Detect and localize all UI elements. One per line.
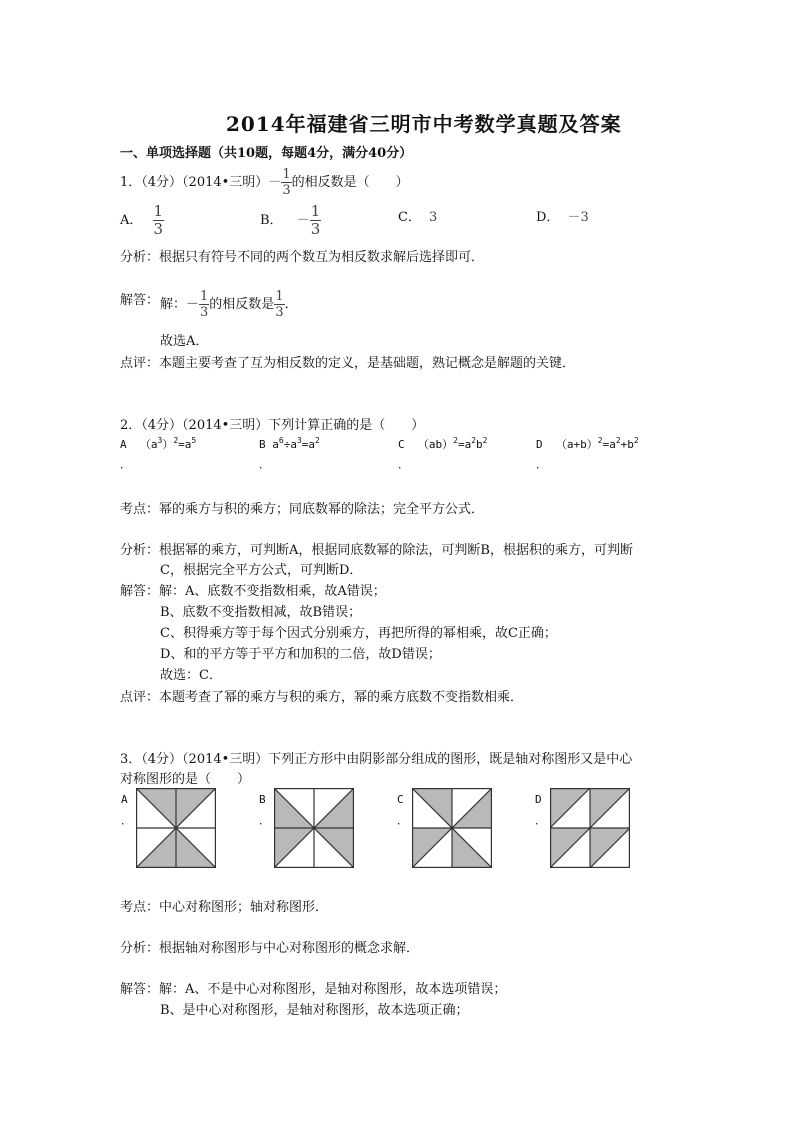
q1-option-c: C． 3	[398, 210, 438, 225]
q3-answer-2: B、是中心对称图形，是轴对称图形，故本选项正确；	[160, 1003, 469, 1018]
q2-comment: 点评：本题考查了幂的乘方与积的乘方，幂的乘方底数不变指数相乘．	[120, 690, 524, 705]
q1-answer: 解：－ $\frac{1}{3}$ 的相反数是 $\frac{1}{3}$ ．	[160, 289, 298, 320]
q3-analysis: 分析：根据轴对称图形与中心对称图形的概念求解．	[120, 941, 420, 956]
q1-fraction: $\frac{1}{3}$	[282, 167, 291, 198]
q2-answer-2: B、底数不变指数相减，故B错误；	[160, 605, 362, 620]
q1-stem-prefix: 1．（4分）（2014•三明）	[120, 175, 269, 190]
q2-answer-3: C、积得乘方等于每个因式分别乘方，再把所得的幂相乘，故C正确；	[160, 626, 557, 641]
q1-answer-label: 解答：	[120, 293, 160, 308]
q2-dot-d: ．	[536, 458, 547, 471]
q2-analysis-1: 分析：根据幂的乘方，可判断A，根据同底数幂的除法，可判断B，根据积的乘方，可判断	[120, 543, 633, 558]
q3-dot-a: ．	[121, 814, 132, 827]
q3-label-a: A	[121, 793, 128, 806]
figure-a	[136, 788, 216, 868]
q3-dot-d: ．	[535, 814, 546, 827]
q1-comment: 点评：本题主要考查了互为相反数的定义，是基础题，熟记概念是解题的关键．	[120, 356, 576, 371]
q3-label-d: D	[535, 793, 542, 806]
figure-c	[412, 788, 492, 868]
q1-option-b: B． － $\frac{1}{3}$	[260, 202, 321, 238]
q2-answer-5: 故选：C．	[160, 668, 222, 683]
q1-analysis: 分析：根据只有符号不同的两个数互为相反数求解后选择即可．	[120, 250, 485, 265]
q1-choice: 故选A．	[160, 334, 209, 349]
q2-option-b: B $a^6\div a^3=a^2$	[259, 436, 320, 451]
q2-dot-b: ．	[259, 458, 270, 471]
figure-b	[274, 788, 354, 868]
q3-kaodian: 考点：中心对称图形；轴对称图形．	[120, 900, 329, 915]
q3-label-b: B	[259, 793, 266, 806]
q2-analysis-2: C，根据完全平方公式，可判断D．	[160, 563, 363, 578]
q3-stem-2: 对称图形的是（ ）	[120, 772, 251, 787]
q2-option-a: A $(a^3)^2=a^5$	[120, 436, 197, 451]
q1-minus: －	[268, 175, 282, 190]
q2-stem: 2．（4分）（2014•三明）下列计算正确的是（ ）	[120, 418, 425, 433]
q1-option-a: A． $\frac{1}{3}$	[120, 202, 164, 238]
q1-stem-suffix: 的相反数是（ ）	[291, 175, 409, 190]
q2-answer-1: 解答：解：A、底数不变指数相乘，故A错误；	[120, 584, 386, 599]
q1-stem	[120, 168, 409, 197]
q3-label-c: C	[397, 793, 404, 806]
q3-stem-1: 3．（4分）（2014•三明）下列正方形中由阴影部分组成的图形，既是轴对称图形又是中心	[120, 752, 633, 767]
q3-answer-1: 解答：解：A、不是中心对称图形，是轴对称图形，故本选项错误；	[120, 982, 507, 997]
q2-answer-4: D、和的平方等于平方和加积的二倍，故D错误；	[160, 647, 441, 662]
q2-kaodian: 考点：幂的乘方与积的乘方；同底数幂的除法；完全平方公式．	[120, 502, 485, 517]
q2-dot-a: ．	[120, 458, 131, 471]
q2-option-c: C $(ab)^2=a^2b^2$	[398, 436, 488, 451]
q3-dot-b: ．	[259, 814, 270, 827]
figure-d	[550, 788, 630, 868]
page-title: 2014年福建省三明市中考数学真题及答案	[226, 112, 622, 136]
q3-dot-c: ．	[397, 814, 408, 827]
section-heading: 一、单项选择题（共10题，每题4分，满分40分）	[120, 146, 413, 161]
q1-option-d: D． －3	[536, 210, 589, 225]
q2-option-d: D $(a+b)^2=a^2+b^2$	[536, 436, 639, 451]
q2-dot-c: ．	[398, 458, 409, 471]
